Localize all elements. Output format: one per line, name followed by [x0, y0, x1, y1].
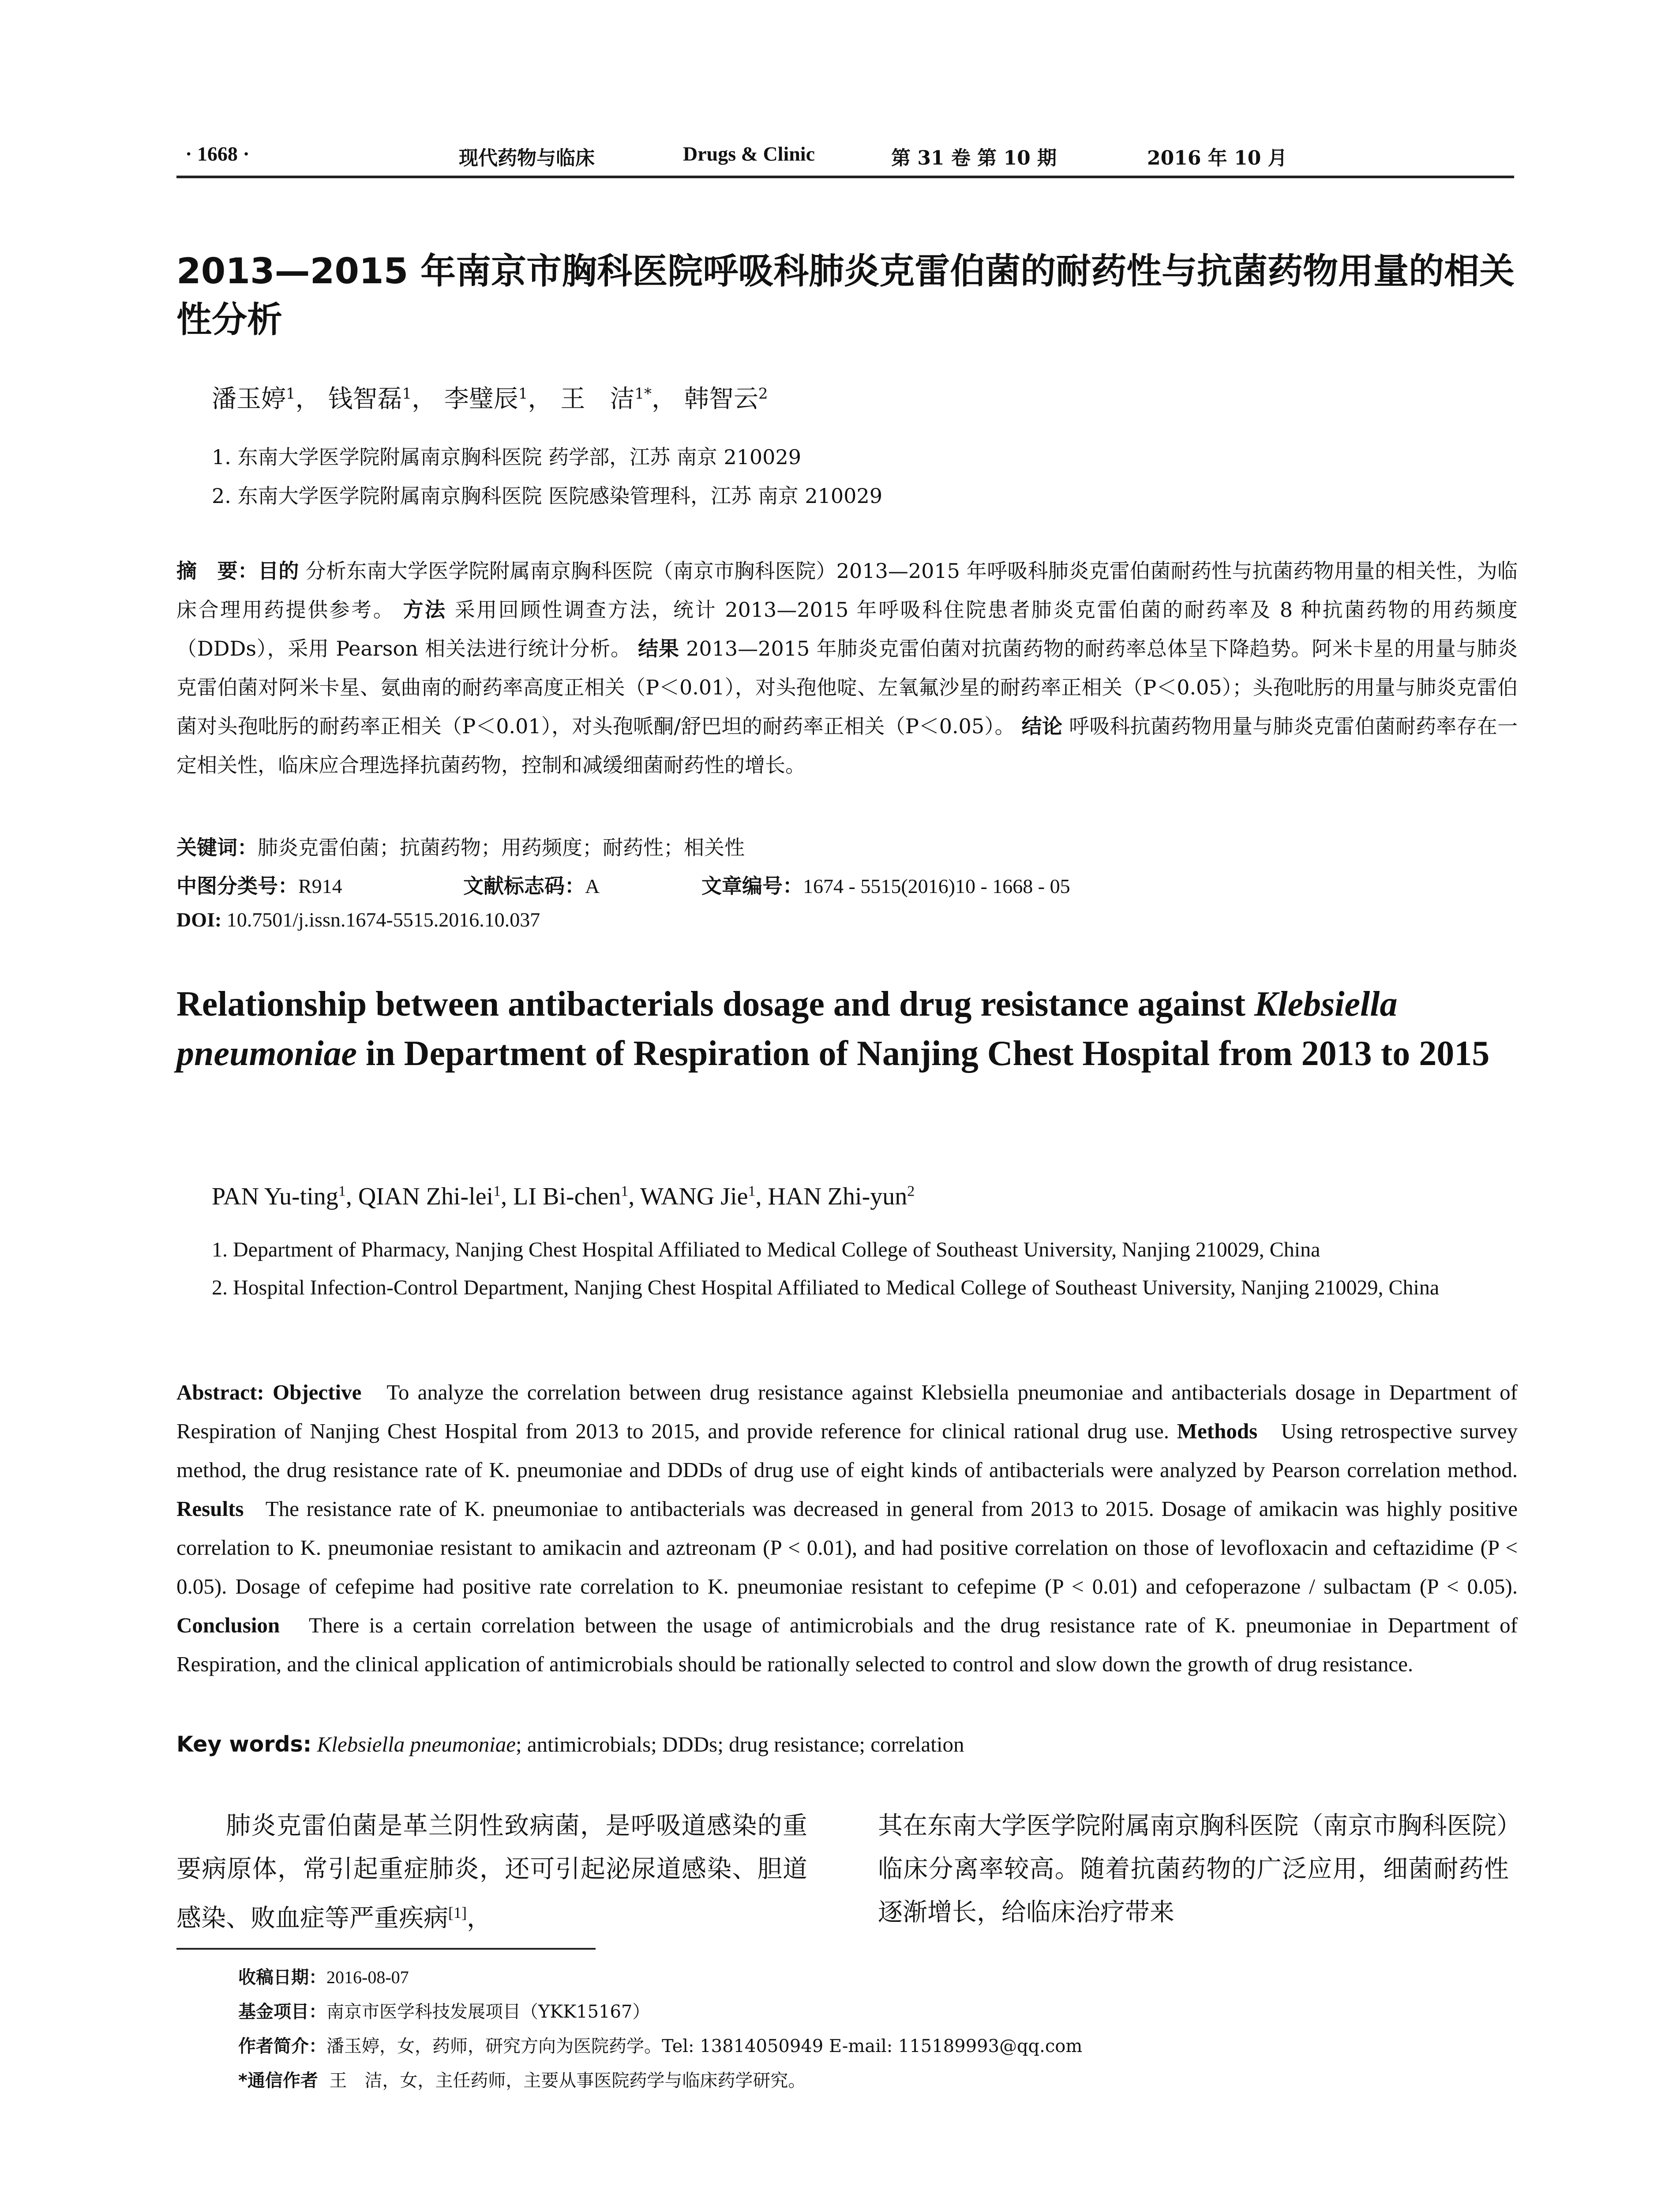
issue-date: 2016 年 10 月 — [1147, 147, 1287, 169]
footnote-corresponding: *通信作者 王 洁，女，主任药师，主要从事医院药学与临床药学研究。 — [238, 2071, 806, 2091]
footnote-received: 收稿日期：2016-08-07 — [238, 1967, 409, 1988]
author-name: HAN Zhi-yun — [768, 1183, 908, 1210]
header-rule — [176, 176, 1514, 178]
en-abstract: Abstract: Objective To analyze the correlation between drug resistance against Klebsiella pneumoniae and antibacterials dosage in Department of Respiration of Nanjing Chest Hospital from 2013 to 2015, and provide reference for clinical rational drug use. Methods Using retrospective survey method, the drug resistance rate of K. pneumoniae and DDDs of drug use of eight kinds of antibacterials were analyzed by Pearson correlation method. Results The resistance rate of K. pneumoniae to antibacterials was decreased in general from 2013 to 2015. Dosage of amikacin was highly positive correlation to K. pneumoniae resistant to amikacin and aztreonam (P < 0.01), and had positive correlation on those of levofloxacin and ceftazidime (P < 0.05). Dosage of cefepime had positive rate correlation to K. pneumoniae resistant to cefepime (P < 0.01) and cefoperazone / sulbactam (P < 0.05). Conclusion There is a certain correlation between the usage of antimicrobials and the drug resistance rate of K. pneumoniae in Department of Respiration, and the clinical application of antimicrobials should be rationally selected to control and slow down the growth of drug resistance. — [176, 1380, 1518, 1676]
doi-line: DOI: 10.7501/j.issn.1674-5515.2016.10.037 — [176, 908, 540, 931]
cn-affiliation-1: 1. 东南大学医学院附属南京胸科医院 药学部，江苏 南京 210029 — [212, 445, 801, 469]
author-name: 李璧辰 — [444, 385, 518, 413]
en-abstract-label: Abstract: — [176, 1380, 264, 1404]
author-name: QIAN Zhi-lei — [358, 1183, 494, 1210]
author-name: WANG Jie — [640, 1183, 748, 1210]
en-title: Relationship between antibacterials dosage and drug resistance against Klebsiella pneumoniae in Department of Respiration of Nanjing Chest Hospital from 2013 to 2015 — [176, 985, 1490, 1073]
footnote-author-bio: 作者简介：潘玉婷，女，药师，研究方向为医院药学。Tel: 13814050949 E-mail: 115189993@qq.com — [238, 2036, 1083, 2056]
author-name: 钱智磊 — [328, 385, 402, 413]
cn-title: 2013—2015 年南京市胸科医院呼吸科肺炎克雷伯菌的耐药性与抗菌药物用量的相关性分析 — [176, 251, 1515, 340]
author-name: LI Bi-chen — [513, 1183, 621, 1210]
author-name: 潘玉婷 — [212, 385, 286, 413]
journal-name-cn: 现代药物与临床 — [459, 147, 595, 169]
running-header — [176, 142, 1514, 173]
author-name: PAN Yu-ting — [212, 1183, 338, 1210]
en-author-list: PAN Yu-ting$^1$, QIAN Zhi-lei$^1$, LI Bi-chen$^1$, WANG Jie$^1$, HAN Zhi-yun$^2$ — [212, 1183, 915, 1210]
cn-author-list: 潘玉婷$^1$， 钱智磊$^1$， 李璧辰$^1$， 王 洁$^{1*}$， 韩智云$^2$ — [212, 385, 768, 413]
footnote-rule — [176, 1948, 596, 1950]
cn-affiliation-2: 2. 东南大学医学院附属南京胸科医院 医院感染管理科，江苏 南京 210029 — [212, 484, 882, 508]
body-column-left: 肺炎克雷伯菌是革兰阴性致病菌，是呼吸道感染的重要病原体，常引起重症肺炎，还可引起泌尿道感染、胆道感染、败血症等严重疾病[1]， — [176, 1812, 807, 1933]
journal-name-en: Drugs & Clinic — [683, 143, 815, 165]
en-affiliation-1: 1. Department of Pharmacy, Nanjing Chest Hospital Affiliated to Medical College of Southeast University, Nanjing 210029, China — [212, 1238, 1320, 1261]
page-number: · 1668 · — [185, 143, 250, 165]
cn-abstract: 摘 要：目的 分析东南大学医学院附属南京胸科医院（南京市胸科医院）2013—2015 年呼吸科肺炎克雷伯菌耐药性与抗菌药物用量的相关性，为临床合理用药提供参考。 方法 采用回顾性调查方法，统计 2013—2015 年呼吸科住院患者肺炎克雷伯菌的耐药率及 8 种抗菌药物的用药频度（DDDs），采用 Pearson 相关法进行统计分析。 结果 2013—2015 年肺炎克雷伯菌对抗菌药物的耐药率总体呈下降趋势。阿米卡星的用量与肺炎克雷伯菌对阿米卡星、氨曲南的耐药率高度正相关（P＜0.01），对头孢他啶、左氧氟沙星的耐药率正相关（P＜0.05）；头孢吡肟的用量与肺炎克雷伯菌对头孢吡肟的耐药率正相关（P＜0.01），对头孢哌酮/舒巴坦的耐药率正相关（P＜0.05）。 结论 呼吸科抗菌药物用量与肺炎克雷伯菌耐药率存在一定相关性，临床应合理选择抗菌药物，控制和减缓细菌耐药性的增长。 — [176, 559, 1518, 777]
cn-abstract-label: 摘 要： — [176, 559, 259, 583]
body-column-right: 其在东南大学医学院附属南京胸科医院（南京市胸科医院）临床分离率较高。随着抗菌药物的广泛应用，细菌耐药性逐渐增长，给临床治疗带来 — [878, 1812, 1509, 1927]
issue-info: 第 31 卷 第 10 期 — [891, 147, 1057, 169]
author-name: 王 洁 — [560, 385, 635, 413]
author-name: 韩智云 — [684, 385, 758, 413]
en-affiliation-2: 2. Hospital Infection-Control Department, Nanjing Chest Hospital Affiliated to Medical College of Southeast University, Nanjing 210029, China — [212, 1276, 1440, 1299]
cn-keywords: 关键词：肺炎克雷伯菌；抗菌药物；用药频度；耐药性；相关性 — [176, 836, 745, 859]
en-keywords: Key words: Klebsiella pneumoniae; antimicrobials; DDDs; drug resistance; correlation — [176, 1732, 964, 1757]
footnote-fund: 基金项目：南京市医学科技发展项目（YKK15167） — [238, 2002, 650, 2022]
